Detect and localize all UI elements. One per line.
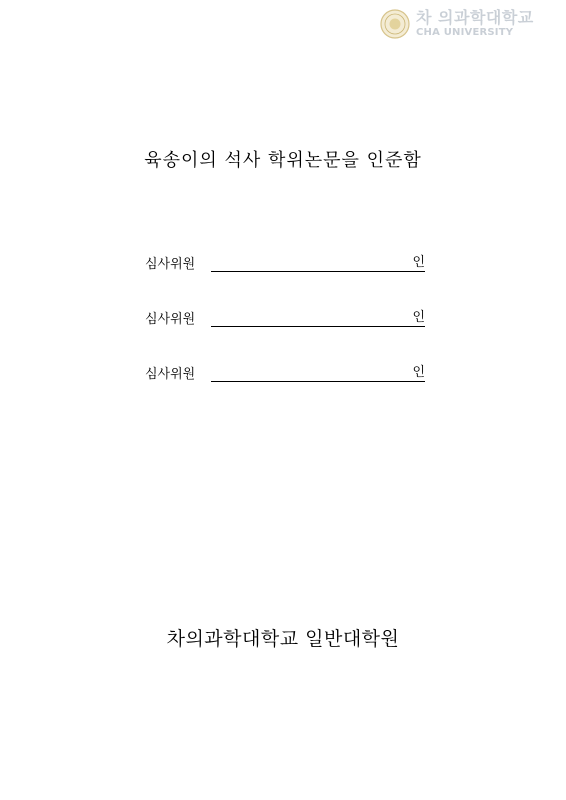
logo-korean-name: 차 의과학대학교	[416, 8, 534, 27]
graduate-school-name: 차의과학대학교 일반대학원	[166, 628, 400, 650]
seal-mark: 인	[412, 310, 425, 325]
signature-row	[145, 250, 435, 272]
logo-english-name: CHA UNIVERSITY	[416, 27, 514, 38]
seal-mark: 인	[412, 255, 425, 270]
university-logo	[380, 7, 560, 41]
university-seal-icon	[380, 9, 410, 39]
committee-member-label: 심사위원	[145, 257, 196, 272]
committee-member-label: 심사위원	[145, 312, 196, 327]
committee-member-label: 심사위원	[145, 367, 196, 382]
signature-line[interactable]	[211, 364, 425, 382]
approval-title: 육송이의 석사 학위논문을 인준함	[144, 150, 422, 171]
signature-row	[145, 360, 435, 382]
seal-mark: 인	[412, 365, 425, 380]
signature-line[interactable]	[211, 309, 425, 327]
signature-line[interactable]	[211, 254, 425, 272]
signature-row	[145, 305, 435, 327]
